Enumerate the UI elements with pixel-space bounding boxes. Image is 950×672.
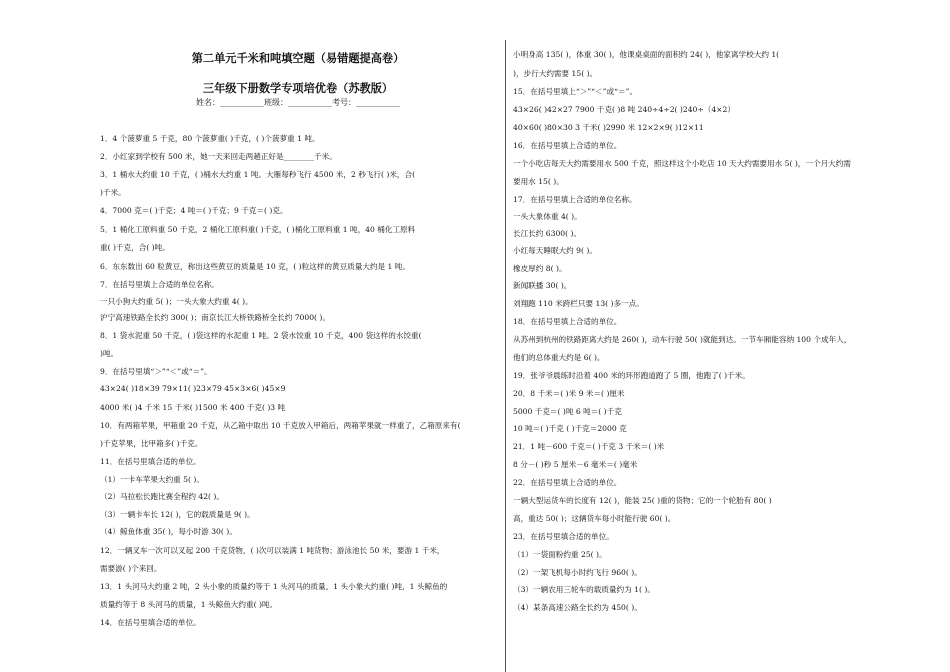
question-line: )，步行大约需要 15( )。 — [513, 69, 598, 78]
question-line: 43×26( )42×27 7900 千克( )8 吨 240÷4÷2( )240÷（4×2） — [513, 105, 735, 114]
question-line: 23．在括号里填合适的单位。 — [513, 532, 614, 541]
question-line: 一头大象体重 4( )。 — [513, 212, 582, 221]
question-line: 17．在括号里填上合适的单位名称。 — [513, 195, 637, 204]
question-line: 14．在括号里填合适的单位。 — [100, 618, 201, 627]
question-line: 22．在括号里填上合适的单位。 — [513, 478, 622, 487]
question-line: 小红每天睡眠大约 9( )。 — [513, 246, 597, 255]
question-line: 8．1 袋水泥重 50 千克，( )袋这样的水泥重 1 吨。2 袋水饺重 10 千克，400 袋这样的水饺重( — [100, 331, 422, 340]
column-divider — [505, 40, 506, 672]
question-line: 5000 千克＝( )吨 6 吨＝( )千克 — [513, 407, 622, 416]
question-line: 19．张爷爷晨练时沿着 400 米的环形跑道跑了 5 圈，他跑了( )千米。 — [513, 371, 750, 380]
question-line: 他们的总体重大约是 6( )。 — [513, 353, 605, 362]
question-line: 刘翔跑 110 米跨栏只要 13( )多一点。 — [513, 299, 644, 308]
question-line: 12．一辆叉车一次可以叉起 200 千克货物，( )次可以装满 1 吨货物；游泳池长 50 米，要游 1 千米， — [100, 546, 445, 555]
question-line: （4）鲸鱼体重 35( )，每小时游 30( )。 — [100, 527, 237, 536]
question-line: 16．在括号里填上合适的单位。 — [513, 141, 622, 150]
question-line: 一辆大型运货车的长度有 12( )，能装 25( )重的货物；它的一个轮胎有 80( ) — [513, 496, 772, 505]
question-line: 从苏州到杭州的铁路距离大约是 260( )，动车行驶 50( )就能到达。一节车厢能容纳 100 个成年人， — [513, 335, 852, 344]
question-line: 13．1 头河马大约重 2 吨，2 头小象的质量约等于 1 头河马的质量，1 头小象大约重( )吨，1 头鲸鱼的 — [100, 582, 448, 591]
question-line: 新闻联播 30( )。 — [513, 281, 572, 290]
question-line: 43×24( )18×39 79×11( )23×79 45×3×6( )45×9 — [100, 384, 286, 393]
question-line: )千米。 — [100, 188, 126, 197]
question-line: 5．1 桶化工原料重 50 千克，2 桶化工原料重( )千克，( )桶化工原料重 1 吨，40 桶化工原料 — [100, 225, 416, 234]
student-info-line: 姓名：___________班级：___________考号：___________ — [196, 98, 400, 107]
question-line: 重( )千克，合( )吨。 — [100, 243, 170, 252]
question-line: 18．在括号里填上合适的单位。 — [513, 317, 622, 326]
question-line: 沪宁高速铁路全长约 300( )；南京长江大桥铁路桥全长约 7000( )。 — [100, 313, 330, 322]
question-line: 长江长约 6300( )。 — [513, 229, 582, 238]
question-line: 11．在括号里填合适的单位。 — [100, 457, 201, 466]
question-line: 7．在括号里填上合适的单位名称。 — [100, 280, 219, 289]
question-line: （2）一架飞机每小时约飞行 960( )。 — [513, 568, 642, 577]
question-line: )千克苹果，比甲箱多( )千克。 — [100, 439, 203, 448]
question-line: 20．8 千米＝( )米 9 米＝( )厘米 — [513, 389, 625, 398]
question-line: 橡皮厚约 8( )。 — [513, 264, 567, 273]
question-line: 一个小吃店每天大约需要用水 500 千克，照这样这个小吃店 10 天大约需要用水 5( )，一个月大约需 — [513, 159, 851, 168]
question-line: 15．在括号里填上“＞”“＜”或“＝”。 — [513, 87, 638, 96]
question-line: 40×60( )80×30 3 千米( )2990 米 12×2×9( )12×11 — [513, 123, 704, 132]
question-line: 小明身高 135( )，体重 30( )，他课桌桌面的面积约 24( )，他家离学校大约 1( — [513, 50, 780, 59]
question-line: 10 吨＝( )千克 ( )千克＝2000 克 — [513, 424, 627, 433]
question-line: （2）马拉松长跑比赛全程约 42( )。 — [100, 492, 224, 501]
question-line: 1．4 个菠萝重 5 千克，80 个菠萝重( )千克，( )个菠萝重 1 吨。 — [100, 134, 320, 143]
question-line: 4．7000 克＝( )千克；4 吨＝( )千克；9 千克＝( )克。 — [100, 206, 288, 215]
question-line: 质量约等于 8 头河马的质量，1 头鲸鱼大约重( )吨。 — [100, 600, 278, 609]
question-line: 9．在括号里填“＞”“＜”或“＝”。 — [100, 367, 212, 376]
question-line: 21．1 吨－600 千克＝( )千克 3 千米＝( )米 — [513, 442, 665, 451]
question-line: 6．东东数出 60 粒黄豆，称出这些黄豆的质量是 10 克，( )粒这样的黄豆质量大约是 1 吨。 — [100, 262, 410, 271]
question-line: 4000 米( )4 千米 15 千米( )1500 米 400 千克( )3 吨 — [100, 403, 286, 412]
question-line: 需要游( )个来回。 — [100, 564, 162, 573]
question-line: 高，重达 50( )；这辆货车每小时能行驶 60( )。 — [513, 514, 676, 523]
question-line: （1）一袋面粉约重 25( )。 — [513, 550, 607, 559]
question-line: （4）某条高速公路全长约为 450( )。 — [513, 603, 642, 612]
question-line: 8 分－( )秒 5 厘米－6 毫米＝( )毫米 — [513, 460, 638, 469]
question-line: 2．小红家到学校有 500 米，她一天来回走两趟正好是________千米。 — [100, 152, 337, 161]
question-line: )吨。 — [100, 349, 119, 358]
question-line: （3）一辆卡车长 12( )，它的载质量是 9( )。 — [100, 510, 255, 519]
page-subtitle: 三年级下册数学专项培优卷（苏教版） — [202, 81, 394, 95]
page-title: 第二单元千米和吨填空题（易错题提高卷） — [191, 51, 405, 65]
question-line: 一只小狗大约重 5( )；一头大象大约重 4( )。 — [100, 297, 253, 306]
question-line: 要用水 15( )。 — [513, 177, 564, 186]
question-line: （3）一辆农用三轮车的载质量约为 1( )。 — [513, 585, 655, 594]
question-line: 10．有两箱苹果，甲箱重 20 千克，从乙箱中取出 10 千克放入甲箱后，两箱苹果就一样重了，乙箱原来有( — [100, 421, 461, 430]
question-line: （1）一卡车苹果大约重 5( )。 — [100, 475, 204, 484]
question-line: 3．1 桶水大约重 10 千克，( )桶水大约重 1 吨。大雁每秒飞行 4500 米，2 秒飞行( )米，合( — [100, 170, 416, 179]
